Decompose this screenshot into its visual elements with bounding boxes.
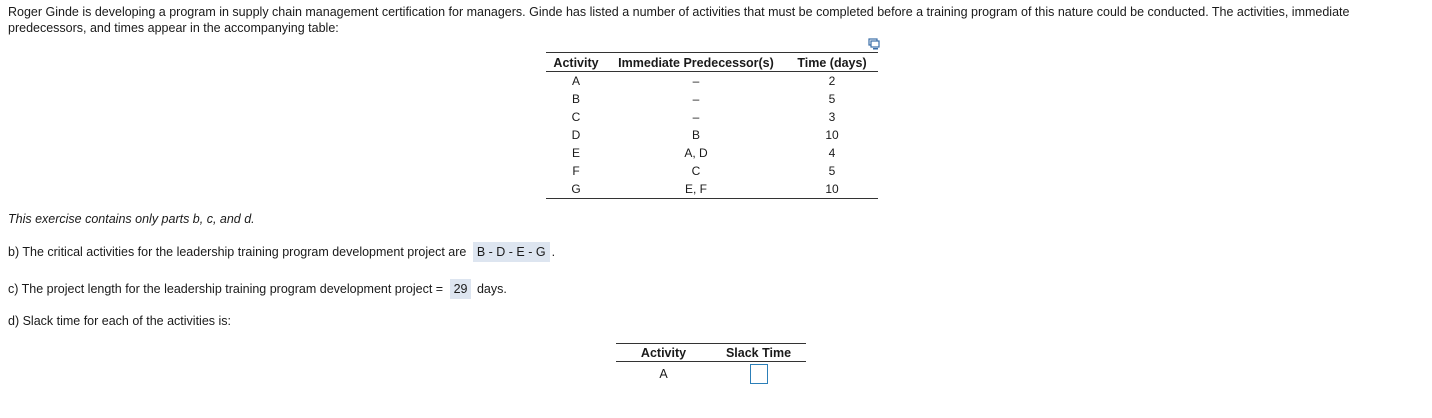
table-row bbox=[546, 144, 878, 162]
predecessor-cell: A, D bbox=[684, 146, 708, 160]
time-cell: 5 bbox=[828, 164, 836, 178]
part-c bbox=[8, 282, 507, 296]
predecessor-cell: – bbox=[692, 92, 700, 106]
predecessor-cell: – bbox=[692, 110, 700, 124]
header-activity: Activity bbox=[546, 53, 606, 72]
activity-cell: C bbox=[571, 110, 581, 124]
activity-cell: G bbox=[571, 182, 581, 196]
time-cell: 10 bbox=[825, 128, 839, 142]
part-c-suffix: days. bbox=[476, 282, 507, 296]
part-c-text: c) The project length for the leadership training program development project = bbox=[8, 282, 444, 296]
exercise-note: This exercise contains only parts b, c, and d. bbox=[8, 212, 255, 226]
time-cell: 10 bbox=[825, 182, 839, 196]
table-row bbox=[546, 90, 878, 108]
activity-table bbox=[546, 52, 878, 199]
slack-activity-cell: A bbox=[659, 367, 668, 381]
time-cell: 5 bbox=[828, 92, 836, 106]
predecessor-cell: E, F bbox=[684, 182, 707, 196]
activity-cell: D bbox=[571, 128, 581, 142]
table-row bbox=[546, 108, 878, 126]
copy-table-icon[interactable] bbox=[868, 38, 880, 50]
time-cell: 2 bbox=[828, 74, 836, 88]
header-slack-activity: Activity bbox=[616, 344, 711, 362]
slack-table bbox=[616, 343, 806, 386]
table-row bbox=[616, 362, 806, 387]
part-d: d) Slack time for each of the activities is: bbox=[8, 314, 232, 328]
problem-intro: Roger Ginde is developing a program in supply chain management certification for managers. Ginde has listed a number of activities that must be completed before a training program of this nature could be conducted. The activities, immediate predecessors, and times appear in the accompanying table: bbox=[8, 5, 1350, 35]
activity-cell: A bbox=[571, 74, 580, 88]
header-time: Time (days) bbox=[786, 53, 878, 72]
activity-cell: F bbox=[572, 164, 580, 178]
activity-cell: B bbox=[571, 92, 580, 106]
activity-table-header bbox=[546, 53, 878, 72]
predecessor-cell: – bbox=[692, 74, 700, 88]
critical-path-answer[interactable]: B - D - E - G bbox=[473, 242, 550, 262]
slack-time-cell bbox=[711, 362, 806, 387]
part-b-suffix: . bbox=[551, 245, 556, 259]
table-row bbox=[546, 180, 878, 199]
header-predecessors: Immediate Predecessor(s) bbox=[606, 53, 786, 72]
slack-table-header bbox=[616, 344, 806, 362]
slack-time-input[interactable] bbox=[750, 364, 768, 384]
time-cell: 3 bbox=[828, 110, 836, 124]
activity-cell: E bbox=[571, 146, 580, 160]
predecessor-cell: B bbox=[691, 128, 700, 142]
time-cell: 4 bbox=[828, 146, 836, 160]
part-b bbox=[8, 245, 555, 259]
header-slack-time: Slack Time bbox=[711, 344, 806, 362]
part-b-text: b) The critical activities for the leadership training program development project are bbox=[8, 245, 467, 259]
project-length-answer[interactable]: 29 bbox=[450, 279, 472, 299]
predecessor-cell: C bbox=[691, 164, 701, 178]
table-row bbox=[546, 162, 878, 180]
table-row bbox=[546, 72, 878, 91]
table-row bbox=[546, 126, 878, 144]
